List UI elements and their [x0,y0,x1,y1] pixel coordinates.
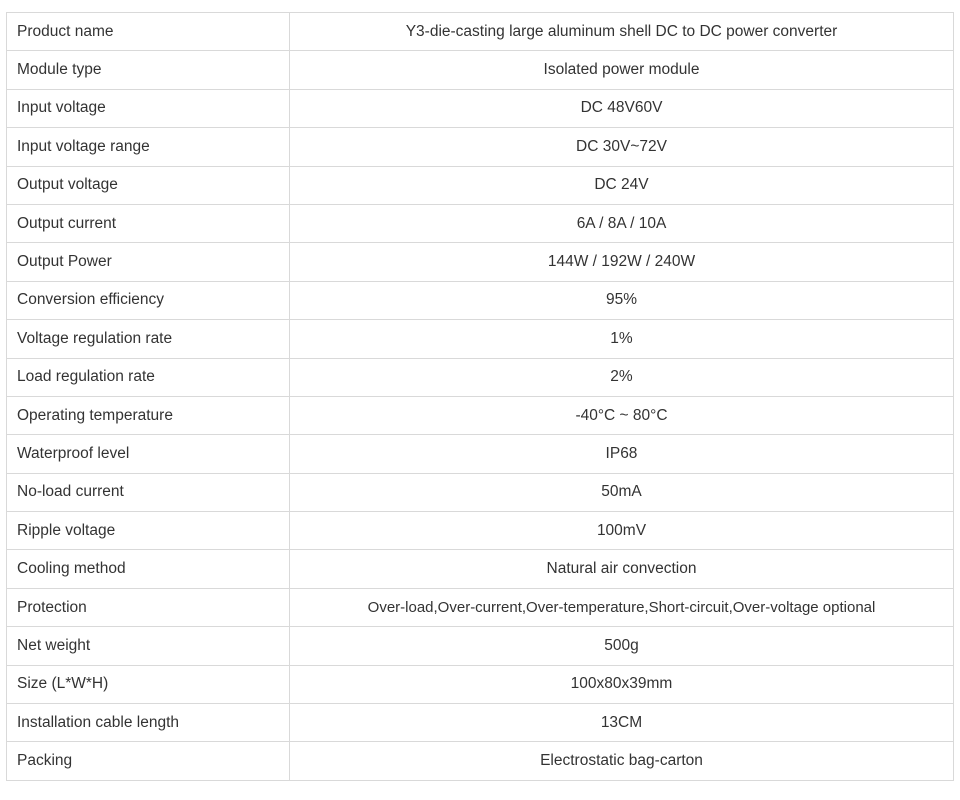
table-row [7,588,954,626]
spec-label: Product name [7,13,290,51]
spec-label: Load regulation rate [7,358,290,396]
spec-value: Isolated power module [290,51,954,89]
spec-label: No-load current [7,473,290,511]
spec-value: 50mA [290,473,954,511]
spec-value: 144W / 192W / 240W [290,243,954,281]
spec-label: Packing [7,742,290,780]
table-row [7,358,954,396]
spec-label: Protection [7,588,290,626]
table-row [7,13,954,51]
table-row [7,166,954,204]
spec-value: 13CM [290,704,954,742]
table-row [7,320,954,358]
spec-label: Input voltage [7,89,290,127]
spec-label: Output voltage [7,166,290,204]
spec-value: 95% [290,281,954,319]
spec-label: Module type [7,51,290,89]
spec-value: IP68 [290,435,954,473]
spec-label: Ripple voltage [7,512,290,550]
table-row [7,51,954,89]
spec-value: Natural air convection [290,550,954,588]
spec-label: Size (L*W*H) [7,665,290,703]
spec-label: Output Power [7,243,290,281]
table-row [7,742,954,780]
spec-value: Electrostatic bag-carton [290,742,954,780]
table-row [7,281,954,319]
table-row [7,704,954,742]
spec-value: 500g [290,627,954,665]
table-row [7,128,954,166]
spec-label: Output current [7,204,290,242]
spec-label: Installation cable length [7,704,290,742]
spec-value: 100mV [290,512,954,550]
spec-value: Over-load,Over-current,Over-temperature,Short-circuit,Over-voltage optional [290,588,954,626]
table-row [7,243,954,281]
spec-value: 1% [290,320,954,358]
table-row [7,665,954,703]
table-row [7,627,954,665]
specification-table [6,12,954,781]
spec-label: Operating temperature [7,396,290,434]
specification-table-body [7,13,954,781]
spec-label: Cooling method [7,550,290,588]
spec-value: -40°C ~ 80°C [290,396,954,434]
spec-value: 6A / 8A / 10A [290,204,954,242]
spec-value: DC 48V60V [290,89,954,127]
table-row [7,204,954,242]
spec-value: Y3-die-casting large aluminum shell DC to DC power converter [290,13,954,51]
spec-label: Net weight [7,627,290,665]
table-row [7,512,954,550]
table-row [7,435,954,473]
spec-label: Input voltage range [7,128,290,166]
spec-value: DC 30V~72V [290,128,954,166]
spec-label: Waterproof level [7,435,290,473]
spec-value: DC 24V [290,166,954,204]
spec-value: 2% [290,358,954,396]
table-row [7,89,954,127]
spec-label: Conversion efficiency [7,281,290,319]
table-row [7,396,954,434]
spec-label: Voltage regulation rate [7,320,290,358]
table-row [7,550,954,588]
spec-value: 100x80x39mm [290,665,954,703]
table-row [7,473,954,511]
